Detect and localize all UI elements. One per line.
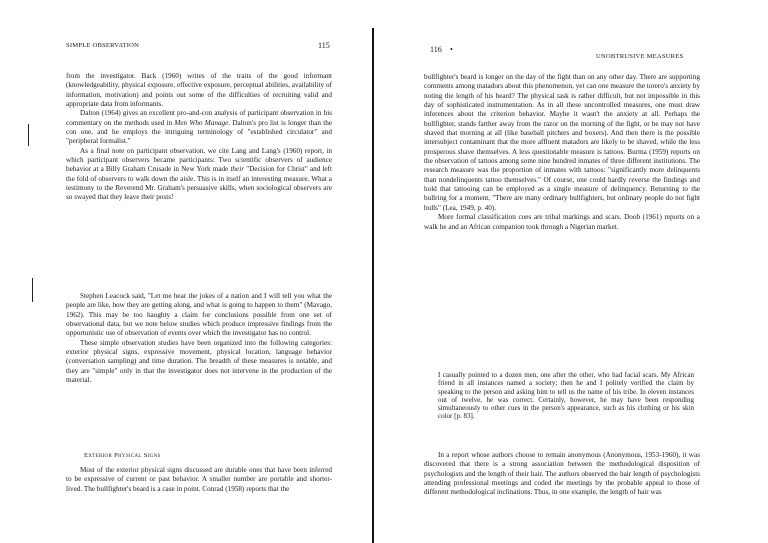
- right-paragraph-3: In a report whose authors choose to remain anonymous (Anonymous, 1953-1960), it was discovered that there is a strong association between the methodological disposition of psychologists and the length of their hair. The authors observed the hair length of psychologists attending professional meetings and coded the meetings by the probable appeal to those of different methodological inclinations. Thus, in one example, the length of hair was: [424, 451, 700, 497]
- left-paragraph-5: These simple observation studies have been organized into the following categories: exterior physical signs, expressive movement, physical location, language behavior (conversation sampling) and time duration. The breadth of these measures is notable, and they are "simple" only in that the investigator does not intervene in the production of the material.: [66, 338, 332, 385]
- left-paragraph-6: Most of the exterior physical signs discussed are durable ones that have been inferred to be expressive of current or past behavior. A smaller number are portable and shorter-lived. The bullfighter's beard is a case in point. Conrad (1958) reports that the: [66, 466, 332, 493]
- left-text-bottom: [66, 466, 332, 494]
- left-page-number: 115: [318, 41, 330, 50]
- block-quote: I casually pointed to a dozen men, one after the other, who had facial scars. My African friend in all instances named a society; then he and I politely verified the claim by speaking to the person and asking him to tell us the name of his tribe. In eleven instances out of twelve, he was correct. Certainly, however, he may have been responding simultaneously to other cues in the person's appearance, such as his clothing or his skin color [p. 83].: [438, 371, 694, 421]
- left-page: [0, 0, 372, 543]
- left-paragraph-4: Stephen Leacock said, "Let me hear the jokes of a nation and I will tell you what the people are like, how they are getting along, and what is going to happen to them" (Mavago, 1962). This may be too haughty a claim for conclusions possible from one set of observational data, but we note below studies which produce impressive findings from the opportunistic use of observation of events over which the investigator has no control.: [66, 292, 332, 338]
- emphasis-their: their: [230, 165, 245, 174]
- left-text-top: [66, 72, 332, 203]
- left-paragraph-2: Dalton (1964) gives an excellent pro-and-con analysis of participant observation in his commentary on the methods used in Men Who Manage. Dalton's pro list is longer than the con one, and he employs the intriguing terminology of "established circulator" and "peripheral formalist.": [66, 109, 333, 146]
- bullet-icon: •: [450, 45, 453, 54]
- section-heading: Exterior Physical Signs: [84, 452, 161, 459]
- left-paragraph-1: from the investigator. Back (1960) writes of the traits of the good informant (knowledgeability, physical exposure, effective exposure, perceptual abilities, availability of information, motivation) and points out some of the difficulties of recruiting valid and appropriate data from informants.: [66, 72, 332, 109]
- right-paragraph-2: More formal classification cues are tribal markings and scars. Doob (1961) reports on a walk he and an African companion took through a Nigerian market.: [424, 213, 700, 231]
- margin-mark: [28, 124, 29, 146]
- margin-mark: [32, 278, 33, 302]
- left-paragraph-3: As a final note on participant observation, we cite Lang and Lang's (1960) report, in which participant observers became participants: Two scientific observers of audience behavior at a Billy Graham Crusade in New York made their "Decision for Christ" and left the fold of observers to walk down the aisle. This is in itself an interesting measure. What a testimony to the Reverend Mr. Graham's persuasive skills, when sociological observers are so swayed that they leave their posts!: [66, 146, 332, 202]
- right-paragraph-1: bullfighter's beard is longer on the day of the fight than on any other day. There are supporting comments among matadors about this phenomenon, yet can one measure the torero's anxiety by noting the length of his beard? The physical task is rather difficult, but not impossible in this day of sophisticated instrumentation. As in all these uncontrolled measures, one must draw inferences about the criterion behavior. Maybe it wasn't the anxiety at all. Perhaps the bullfighter, stands farther away from the razor on the morning of the fight, or he may not have shaved that morning at all (like baseball pitchers and boxers). And then there is the possible intersubject contaminant that the more affluent matadors are likely to be shaved, while the less prosperous shave themselves. A less questionable measure is tattoos. Burma (1959) reports on the observation of tattoos among some nine hundred inmates of three different institutions. The research measure was the proportion of inmates with tattoos: "significantly more delinquents than nondelinquents tattoo themselves." Of course, one could hardly reverse the findings and hold that tattooing can be employed as a single measure of delinquency. Returning to the bullring for a moment, "There are many ordinary bullfighters, but ordinary people do not fight bulls" (Lea, 1949, p. 40).: [424, 73, 700, 212]
- right-text-top: [424, 73, 700, 232]
- right-page: [374, 0, 768, 543]
- right-text-bottom: [424, 451, 700, 498]
- left-text-middle: [66, 292, 332, 385]
- left-running-head: SIMPLE OBSERVATION: [66, 42, 140, 49]
- right-running-head: UNOBTRUSIVE MEASURES: [596, 53, 684, 60]
- book-title: Men Who Manage: [174, 118, 229, 127]
- right-page-number: 116: [430, 45, 442, 54]
